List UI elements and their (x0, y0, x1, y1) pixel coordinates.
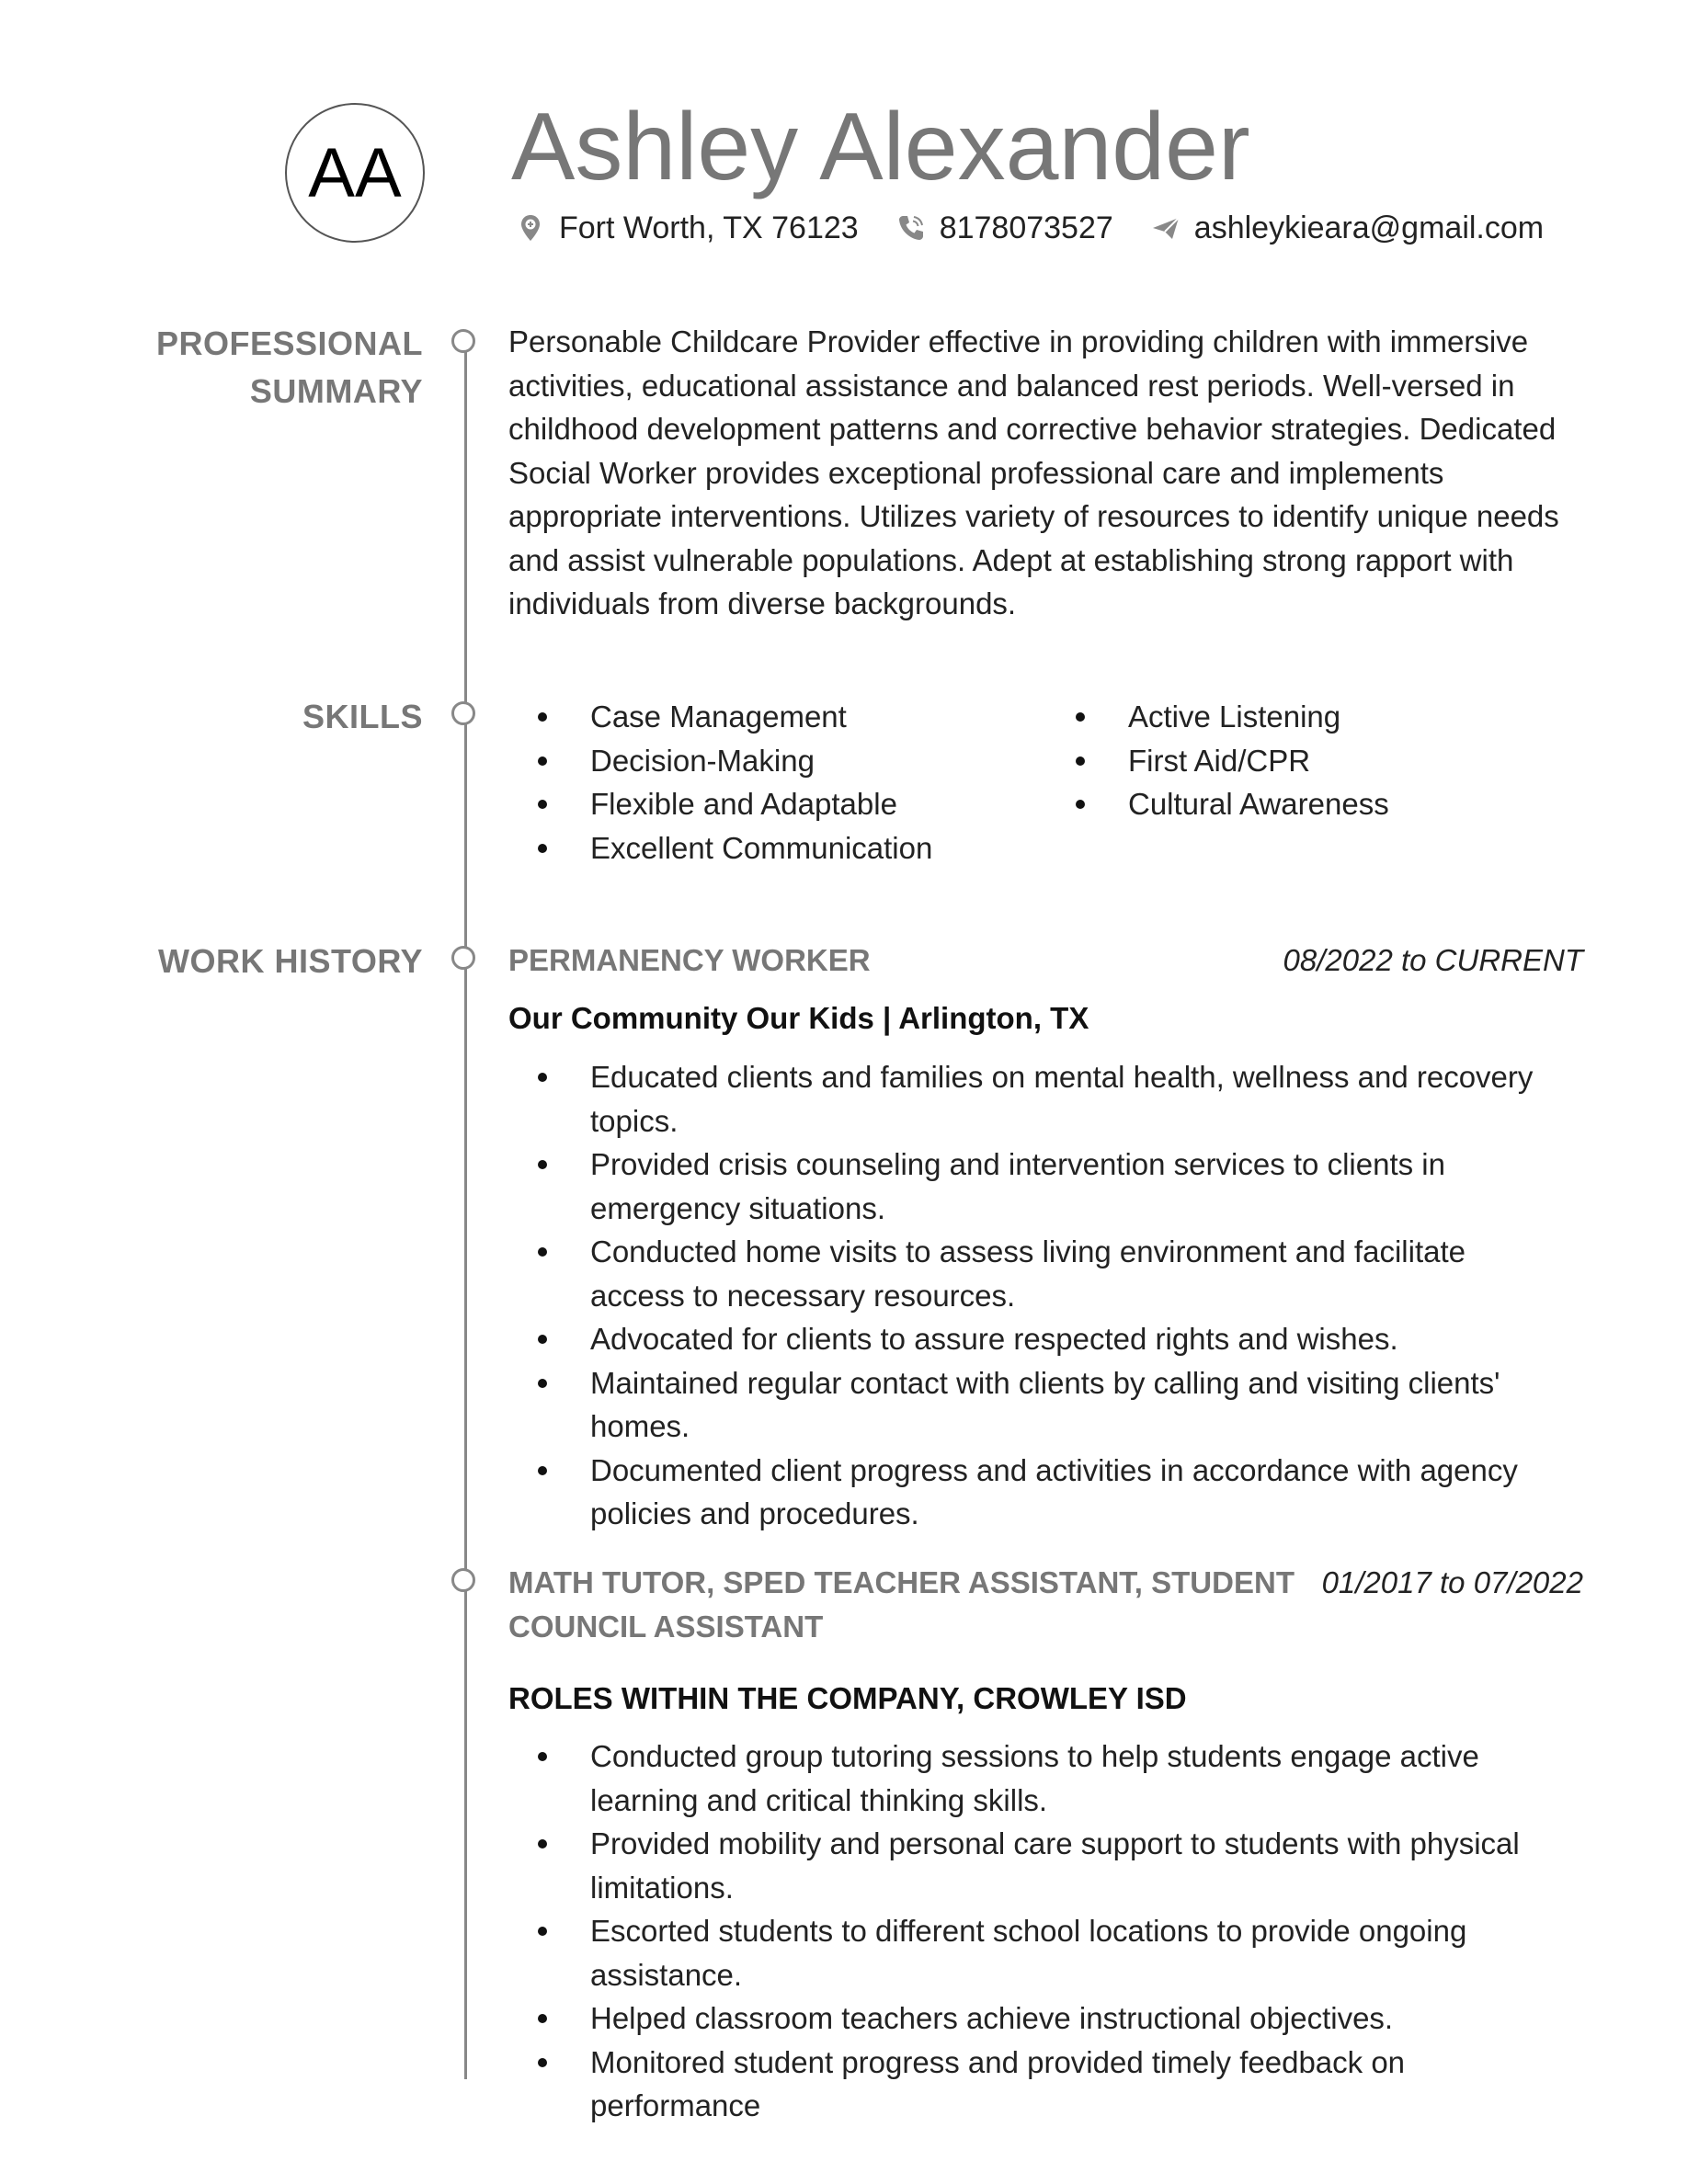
skills-column-1 (508, 695, 1046, 870)
job-company: ROLES WITHIN THE COMPANY, CROWLEY ISD (508, 1681, 1187, 1715)
phone-text: 8178073527 (939, 210, 1113, 245)
skills-column-2 (1046, 695, 1389, 870)
timeline-node-summary (451, 329, 475, 353)
paper-plane-icon (1150, 212, 1181, 244)
timeline-node-job-1 (451, 946, 475, 970)
skill-item: First Aid/CPR (1046, 739, 1389, 783)
contact-bar (515, 210, 1580, 246)
section-label-summary: PROFESSIONAL SUMMARY (155, 324, 423, 410)
skill-item: Decision-Making (508, 739, 1046, 783)
timeline-line (464, 342, 467, 2079)
duty-item: Advocated for clients to assure respected rights and wishes. (508, 1317, 1566, 1361)
job-dates: 01/2017 to 07/2022 (1321, 1565, 1583, 1599)
section-label-work-history: WORK HISTORY (157, 942, 423, 980)
job-title: MATH TUTOR, SPED TEACHER ASSISTANT, STUDENT COUNCIL ASSISTANT (508, 1565, 1295, 1644)
job-title: PERMANENCY WORKER (508, 943, 871, 977)
phone-icon (895, 212, 927, 244)
monogram-avatar: AA (285, 103, 425, 243)
email-text: ashleykieara@gmail.com (1193, 210, 1545, 245)
location-text: Fort Worth, TX 76123 (559, 210, 859, 245)
timeline-node-skills (451, 701, 475, 725)
duty-item: Escorted students to different school locations to provide ongoing assistance. (508, 1909, 1566, 1996)
duty-item: Provided mobility and personal care support to students with physical limitations. (508, 1822, 1566, 1909)
timeline-node-job-2 (451, 1568, 475, 1592)
contact-phone (895, 210, 1113, 246)
duty-item: Conducted home visits to assess living environment and facilitate access to necessary resources. (508, 1230, 1566, 1317)
duty-item: Monitored student progress and provided timely feedback on performance (508, 2041, 1566, 2128)
professional-summary-text: Personable Childcare Provider effective in providing children with immersive activities, educational assistance and balanced rest periods. Well-versed in childhood development patterns and corrective behavior strategies. Dedicated Social Worker provides exceptional professional care and implements appropriate interventions. Utilizes variety of resources to identify unique needs and assist vulnerable populations. Adept at establishing strong rapport with individuals from diverse backgrounds. (508, 324, 1559, 620)
skill-item: Excellent Communication (508, 826, 1046, 870)
contact-location (515, 210, 859, 246)
job-duties-list (508, 1055, 1566, 1536)
duty-item: Documented client progress and activities in accordance with agency policies and procedures. (508, 1449, 1566, 1536)
map-pin-icon (515, 212, 546, 244)
skills-list (508, 695, 1593, 870)
skill-item: Active Listening (1046, 695, 1389, 739)
duty-item: Educated clients and families on mental health, wellness and recovery topics. (508, 1055, 1566, 1143)
contact-email (1150, 210, 1544, 246)
skill-item: Case Management (508, 695, 1046, 739)
job-duties-list (508, 1735, 1566, 2128)
duty-item: Helped classroom teachers achieve instructional objectives. (508, 1996, 1566, 2041)
duty-item: Maintained regular contact with clients by calling and visiting clients' homes. (508, 1361, 1566, 1449)
skill-item: Flexible and Adaptable (508, 782, 1046, 826)
duty-item: Provided crisis counseling and intervention services to clients in emergency situations. (508, 1143, 1566, 1230)
section-label-skills: SKILLS (302, 698, 423, 735)
job-dates: 08/2022 to CURRENT (1283, 943, 1583, 977)
duty-item: Conducted group tutoring sessions to help students engage active learning and critical thinking skills. (508, 1735, 1566, 1822)
job-company: Our Community Our Kids | Arlington, TX (508, 1001, 1089, 1035)
skill-item: Cultural Awareness (1046, 782, 1389, 826)
candidate-name: Ashley Alexander (511, 94, 1250, 200)
